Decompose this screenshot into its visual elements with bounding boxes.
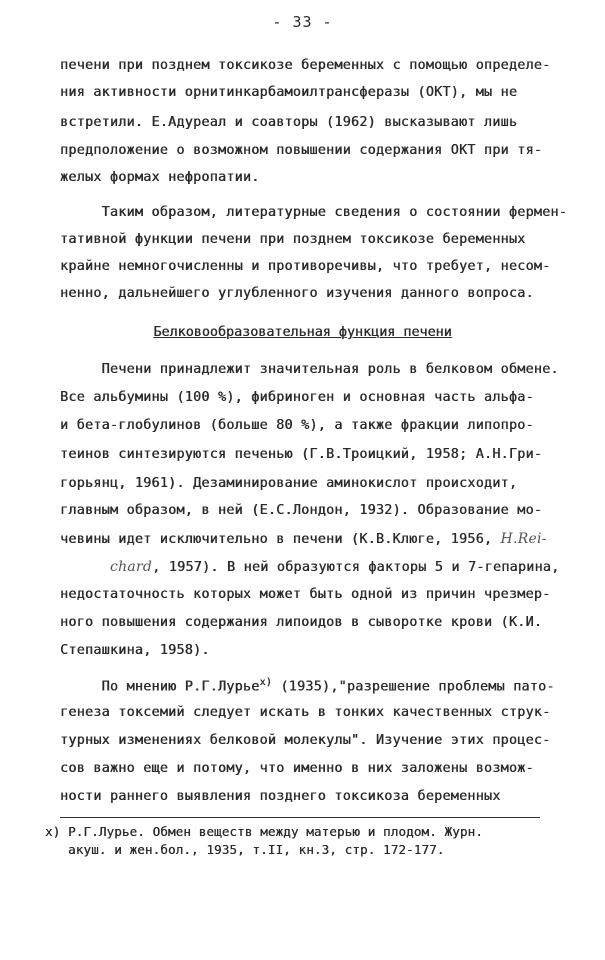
text-line: ния активности орнитинкарбамоилтрансферазы (ОКТ), мы не bbox=[60, 85, 518, 100]
text-line: крайне немногочисленны и противоречивы, что требует, несом- bbox=[60, 259, 551, 274]
text-line: Печени принадлежит значительная роль в белковом обмене. bbox=[60, 362, 559, 377]
text-line: теинов синтезируются печенью (Г.В.Троицкий, 1958; А.Н.Гри- bbox=[60, 447, 543, 462]
footnote-line: х) Р.Г.Лурье. Обмен веществ между матерью и плодом. Журн. bbox=[45, 824, 483, 839]
text-line: желых формах нефропатии. bbox=[60, 170, 260, 185]
text-line: тативной функции печени при позднем токсикозе беременных bbox=[60, 232, 526, 247]
text-line: ного повышения содержания липоидов в сыворотке крови (К.И. bbox=[60, 615, 543, 630]
text-line bbox=[60, 677, 555, 694]
text-segment: (1935),"разрешение проблемы пато- bbox=[272, 679, 555, 695]
text-line: турных изменениях белковой молекулы". Изучение этих процес- bbox=[60, 733, 551, 748]
text-line: генеза токсемий следует искать в тонких качественных струк- bbox=[60, 705, 551, 720]
handwritten-annotation: H.Rei- bbox=[500, 531, 547, 547]
page-number: - 33 - bbox=[272, 13, 333, 31]
text-segment: По мнению Р.Г.Лурье bbox=[60, 679, 260, 695]
text-segment: чевины идет исключительно в печени (К.В.Клюге, 1956, bbox=[60, 532, 501, 547]
text-line: сов важно еще и потому, что именно в них заложены возмож- bbox=[60, 761, 534, 776]
text-line: предположение о возможном повышении содержания ОКТ при тя- bbox=[60, 143, 543, 158]
text-line bbox=[60, 559, 559, 575]
text-line: главным образом, в ней (Е.С.Лондон, 1932). Образование мо- bbox=[60, 503, 543, 518]
footnote-line: акуш. и жен.бол., 1935, т.II, кн.3, стр. 172-177. bbox=[45, 842, 445, 857]
text-line: недостаточность которых может быть одной из причин чрезмер- bbox=[60, 587, 551, 602]
section-heading: Белковообразовательная функция печени bbox=[153, 325, 452, 340]
text-line: Степашкина, 1958). bbox=[60, 643, 210, 658]
text-segment: , 1957). В ней образуются факторы 5 и 7-гепарина, bbox=[152, 560, 560, 575]
handwritten-annotation: chard bbox=[110, 559, 153, 575]
text-line: Таким образом, литературные сведения о состоянии фермен- bbox=[60, 205, 568, 220]
text-line: ненно, дальнейшего углубленного изучения данного вопроса. bbox=[60, 286, 534, 301]
text-line: Все альбумины (100 %), фибриноген и основная часть альфа- bbox=[60, 390, 534, 405]
text-line: ности раннего выявления позднего токсикоза беременных bbox=[60, 789, 501, 804]
text-line: печени при позднем токсикозе беременных с помощью определе- bbox=[60, 58, 551, 73]
footnote-marker: х) bbox=[259, 677, 273, 688]
footnote-divider bbox=[60, 817, 540, 818]
text-line: встретили. Е.Адуреал и соавторы (1962) высказывают лишь bbox=[60, 115, 518, 130]
text-line: и бета-глобулинов (больше 80 %), а также фракции липопро- bbox=[60, 418, 534, 433]
text-line: горьянц, 1961). Дезаминирование аминокислот происходит, bbox=[60, 476, 518, 491]
text-line bbox=[60, 531, 547, 547]
